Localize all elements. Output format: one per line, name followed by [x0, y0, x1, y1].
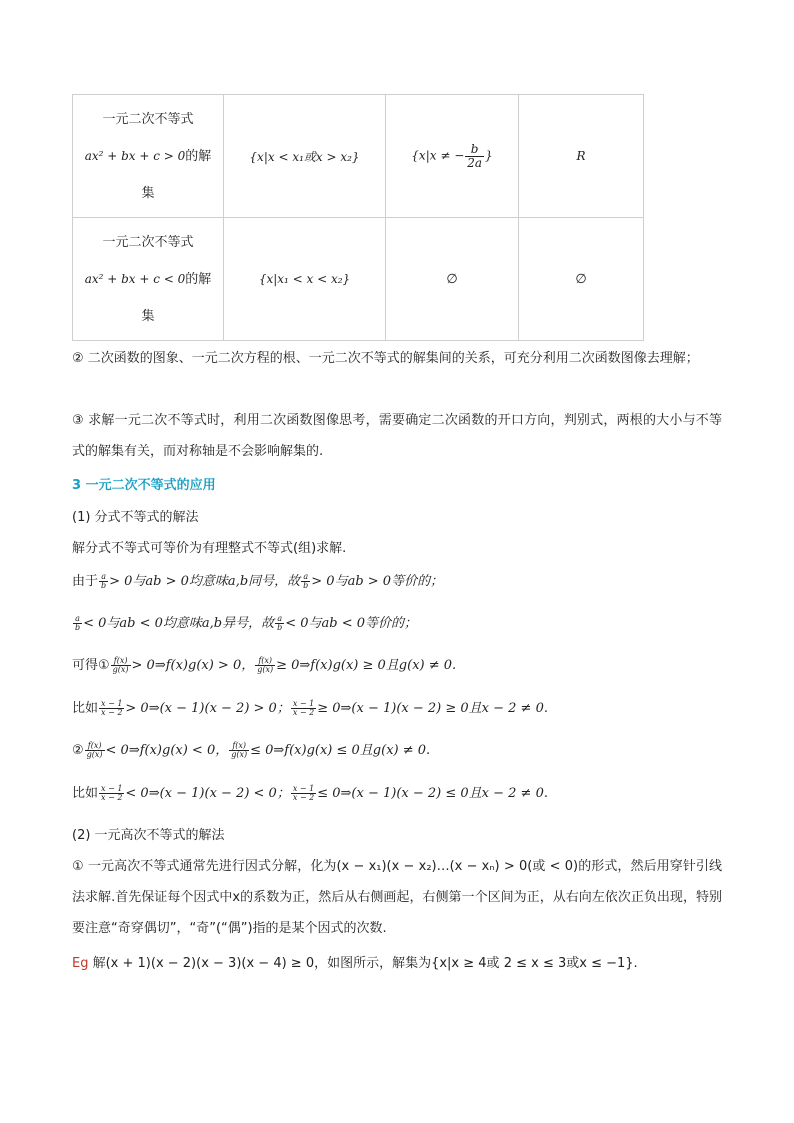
text-span: < 0⇒f(x)g(x) < 0， [105, 743, 229, 758]
fraction-denominator: g(x) [231, 750, 248, 759]
text-span: 比如 [72, 786, 99, 801]
empty-set: ∅ [446, 271, 458, 287]
fraction-denominator: x − 2 [101, 793, 123, 802]
table-row [73, 218, 644, 341]
fraction-numerator: f(x) [232, 740, 247, 750]
example-line [72, 954, 722, 974]
text-span: < 0⇒(x − 1)(x − 2) < 0； [125, 786, 290, 801]
paragraph-line [72, 656, 722, 676]
empty-set: ∅ [575, 271, 587, 287]
example-text: 解(x + 1)(x − 2)(x − 3)(x − 4) ≥ 0，如图所示，解集为{x|x ≥ 4或 2 ≤ x ≤ 3或x ≤ −1}. [88, 956, 638, 971]
fraction-fx-over-gx [111, 657, 131, 675]
fraction-denominator: g(x) [86, 750, 103, 759]
cell-negative-discriminant [519, 218, 644, 341]
fraction-numerator: x − 1 [292, 698, 315, 708]
text-span: < 0与ab < 0等价的； [285, 616, 418, 631]
fraction-fx-over-gx [85, 742, 105, 760]
text-span: 由于 [72, 574, 99, 589]
text-span: ≤ 0⇒f(x)g(x) ≤ 0且g(x) ≠ 0. [250, 743, 431, 758]
row-label-suffix: 的解 [185, 148, 212, 164]
fraction-x1-over-x2 [291, 700, 316, 718]
fraction-a-over-b [301, 573, 310, 591]
fraction-numerator: x − 1 [292, 783, 315, 793]
fraction-denominator: g(x) [112, 665, 129, 674]
text-span: ≤ 0⇒(x − 1)(x − 2) ≤ 0且x − 2 ≠ 0. [317, 786, 548, 801]
text-span: > 0与ab > 0等价的； [311, 574, 444, 589]
fraction-denominator: b [101, 581, 107, 590]
fraction-a-over-b [275, 615, 284, 633]
paragraph-line [72, 614, 722, 634]
text-span: ≥ 0⇒f(x)g(x) ≥ 0且g(x) ≠ 0. [276, 658, 457, 673]
cell-negative-discriminant [519, 95, 644, 218]
solution-set: {x|x₁ < x < x₂} [258, 271, 351, 286]
cell-zero-discriminant [386, 95, 519, 218]
fraction-numerator: x − 1 [101, 698, 123, 708]
fraction-numerator: f(x) [87, 740, 102, 750]
table-row [73, 95, 644, 218]
note-3: ③ 求解一元二次不等式时，利用二次函数图像思考，需要确定二次函数的开口方向，判别式，两根的大小与不等式的解集有关，而对称轴是不会影响解集的. [72, 413, 722, 459]
solution-set-suffix: } [485, 148, 493, 163]
paragraph-line [72, 741, 722, 761]
fraction-numerator: a [101, 571, 106, 581]
fraction-denominator: g(x) [257, 665, 274, 674]
row-label-bottom: 集 [141, 185, 155, 201]
fraction-denominator: x − 2 [292, 708, 315, 717]
note-2: ② 二次函数的图象、一元二次方程的根、一元二次不等式的解集间的关系，可充分利用二次函数图像去理解； [72, 351, 699, 366]
row-label-top: 一元二次不等式 [102, 234, 194, 250]
row-label-suffix: 的解 [185, 271, 212, 287]
example-label: Eg [72, 956, 89, 971]
fraction-numerator: a [277, 613, 283, 623]
subsection-heading-1: (1) 分式不等式的解法 [72, 510, 199, 525]
cell-zero-discriminant [386, 218, 519, 341]
paragraph-line [72, 784, 722, 804]
fraction-denominator: b [303, 581, 309, 590]
fraction-a-over-b [73, 615, 82, 633]
fraction-x1-over-x2 [99, 785, 124, 803]
solution-set-prefix: {x|x ≠ − [411, 148, 465, 163]
fraction-numerator: a [75, 613, 80, 623]
paragraph-line [72, 572, 722, 592]
row-label-cell [73, 218, 224, 341]
fraction-numerator: x − 1 [101, 783, 123, 793]
fraction-numerator: a [303, 571, 309, 581]
row-label-top: 一元二次不等式 [102, 111, 194, 127]
text-span: > 0与ab > 0均意味a,b同号，故 [109, 574, 301, 589]
text-span: ≥ 0⇒(x − 1)(x − 2) ≥ 0且x − 2 ≠ 0. [317, 701, 548, 716]
fraction-denominator: 2a [467, 155, 483, 170]
text-span: ② [72, 743, 84, 758]
fraction-numerator: f(x) [258, 655, 273, 665]
row-label-expr-line [73, 261, 223, 298]
cell-positive-discriminant [224, 218, 386, 341]
fraction-x1-over-x2 [291, 785, 316, 803]
fraction-fx-over-gx [229, 742, 249, 760]
fraction-denominator: x − 2 [292, 793, 315, 802]
text-span: < 0与ab < 0均意味a,b异号，故 [83, 616, 275, 631]
solution-set: R [576, 148, 586, 163]
fraction-denominator: b [75, 623, 81, 632]
fraction-numerator: b [470, 141, 479, 156]
cell-positive-discriminant [224, 95, 386, 218]
fraction-x1-over-x2 [99, 700, 124, 718]
row-label-expr-line [73, 138, 223, 175]
text-span: 可得① [72, 658, 110, 673]
text-span: > 0⇒(x − 1)(x − 2) > 0； [125, 701, 290, 716]
inequality-expression: ax² + bx + c > 0 [84, 148, 186, 163]
fraction-numerator: f(x) [113, 655, 128, 665]
paragraph-line: 解分式不等式可等价为有理整式不等式(组)求解. [72, 541, 347, 556]
fraction-b-over-2a [465, 143, 484, 169]
text-span: 比如 [72, 701, 99, 716]
paragraph-line [72, 699, 722, 719]
row-label-cell [73, 95, 224, 218]
inequality-expression: ax² + bx + c < 0 [84, 271, 186, 286]
subsection-heading-2: (2) 一元高次不等式的解法 [72, 828, 225, 843]
fraction-denominator: x − 2 [101, 708, 123, 717]
section-heading: 3 一元二次不等式的应用 [72, 478, 216, 493]
row-label-bottom: 集 [141, 308, 155, 324]
text-span: > 0⇒f(x)g(x) > 0， [131, 658, 255, 673]
paragraph-high-order: ① 一元高次不等式通常先进行因式分解，化为(x − x₁)(x − x₂)…(x − xₙ) > 0(或 < 0)的形式，然后用穿针引线法求解.首先保证每个因式中x的系数为正，然后从右侧画起，右侧第一个区间为正，从右向左依次正负出现，特别要注意“奇穿偶切”，“奇”(“偶”)指的是某个因式的次数. [72, 859, 722, 936]
fraction-denominator: b [277, 623, 283, 632]
solution-set: {x|x < x₁或x > x₂} [249, 149, 360, 164]
fraction-fx-over-gx [255, 657, 275, 675]
solution-set-table [72, 94, 644, 341]
fraction-a-over-b [99, 573, 108, 591]
